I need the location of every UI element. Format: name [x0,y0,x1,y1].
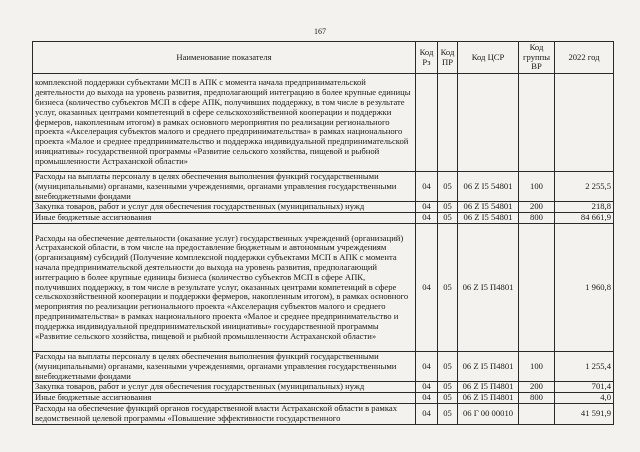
row-vr: 100 [519,351,555,381]
row-amount: 4,0 [555,393,614,404]
row-csr [458,74,519,172]
row-pr: 05 [438,403,458,424]
row-rz: 04 [416,403,438,424]
table-row [33,403,614,424]
table-row [33,74,614,172]
row-rz: 04 [416,202,438,213]
row-csr: 06 Z I5 П4801 [458,393,519,404]
row-csr: 06 Z I5 П4801 [458,382,519,393]
row-rz: 04 [416,172,438,202]
row-csr: 06 Z I5 П4801 [458,223,519,351]
row-vr [519,403,555,424]
row-csr: 06 Г 00 00010 [458,403,519,424]
row-amount: 84 661,9 [555,213,614,224]
row-csr: 06 Z I5 54801 [458,213,519,224]
row-name: Иные бюджетные ассигнования [33,213,416,224]
page-number: 167 [314,27,326,36]
row-csr: 06 Z I5 П4801 [458,351,519,381]
row-amount: 2 255,5 [555,172,614,202]
row-amount: 41 591,9 [555,403,614,424]
row-rz [416,74,438,172]
table-row [33,351,614,381]
row-amount: 1 960,8 [555,223,614,351]
row-name: Расходы на выплаты персоналу в целях обеспечения выполнения функций государственными (муниципальными) органами, казенными учреждениями, органами управления государственными внебюджетными фондами [33,351,416,381]
header-year: 2022 год [555,42,614,74]
header-name: Наименование показателя [33,42,416,74]
row-rz: 04 [416,213,438,224]
row-csr: 06 Z I5 54801 [458,202,519,213]
row-pr: 05 [438,351,458,381]
row-vr: 200 [519,202,555,213]
table-row [33,223,614,351]
table-header-row [33,42,614,74]
row-name: Закупка товаров, работ и услуг для обеспечения государственных (муниципальных) нужд [33,202,416,213]
row-name: Закупка товаров, работ и услуг для обеспечения государственных (муниципальных) нужд [33,382,416,393]
row-name: комплексной поддержки субъектами МСП в АПК с момента начала предпринимательской деятельности до выхода на уровень развития, предполагающий интеграцию в более крупные единицы бизнеса (количество субъектов МСП в сфере АПК, получивших поддержку, в том числе в результате услуг, оказанных центрами компетенций в сфере сельскохозяйственной кооперации и поддержки фермеров, накопленным итогом) в рамках основного мероприятия по реализации регионального проекта «Акселерация субъектов малого и среднего предпринимательства» в рамках национального проекта «Малое и среднее предпринимательство и поддержка индивидуальной предпринимательской инициативы» государственной программы «Развитие сельского хозяйства, пищевой и рыбной промышленности Астраханской области» [33,74,416,172]
row-pr: 05 [438,223,458,351]
table-row [33,393,614,404]
row-amount: 218,8 [555,202,614,213]
row-pr [438,74,458,172]
row-pr: 05 [438,202,458,213]
header-rz: Код Рз [416,42,438,74]
table-row [33,172,614,202]
row-pr: 05 [438,213,458,224]
row-vr [519,74,555,172]
table-row [33,213,614,224]
table-row [33,202,614,213]
row-pr: 05 [438,172,458,202]
row-name: Расходы на выплаты персоналу в целях обеспечения выполнения функций государственными (муниципальными) органами, казенными учреждениями, органами управления государственными внебюджетными фондами [33,172,416,202]
row-name: Иные бюджетные ассигнования [33,393,416,404]
row-name: Расходы на обеспечение функций органов государственной власти Астраханской области в рамках ведомственной целевой программы «Повышение эффективности государственного [33,403,416,424]
row-vr: 800 [519,393,555,404]
row-amount: 701,4 [555,382,614,393]
row-rz: 04 [416,223,438,351]
row-vr: 800 [519,213,555,224]
row-amount: 1 255,4 [555,351,614,381]
row-rz: 04 [416,393,438,404]
row-vr [519,223,555,351]
budget-table [32,41,614,425]
row-pr: 05 [438,393,458,404]
header-csr: Код ЦСР [458,42,519,74]
table-row [33,382,614,393]
row-amount [555,74,614,172]
row-rz: 04 [416,351,438,381]
row-vr: 100 [519,172,555,202]
row-csr: 06 Z I5 54801 [458,172,519,202]
row-rz: 04 [416,382,438,393]
header-pr: Код ПР [438,42,458,74]
row-name: Расходы на обеспечение деятельности (оказание услуг) государственных учреждений (организаций) Астраханской области, в том числе на предоставление бюджетным и автономным учреждениям (организациям) субсидий (Получение комплексной поддержки субъектами МСП в АПК с момента начала предпринимательской деятельности до выхода на уровень развития, предполагающий интеграцию в более крупные единицы бизнеса (количество субъектов МСП в сфере АПК, получивших поддержку, в том числе в результате услуг, оказанных центрами компетенций в сфере сельскохозяйственной кооперации и поддержки фермеров, накопленным итогом), в рамках основного мероприятия по реализации регионального проекта «Акселерация субъектов малого и среднего предпринимательства» в рамках национального проекта «Малое и среднее предпринимательство и поддержка индивидуальной предпринимательской инициативы» государственной программы «Развитие сельского хозяйства, пищевой и рыбной промышленности Астраханской области» [33,223,416,351]
row-pr: 05 [438,382,458,393]
header-vr: Код группы ВР [519,42,555,74]
row-vr: 200 [519,382,555,393]
